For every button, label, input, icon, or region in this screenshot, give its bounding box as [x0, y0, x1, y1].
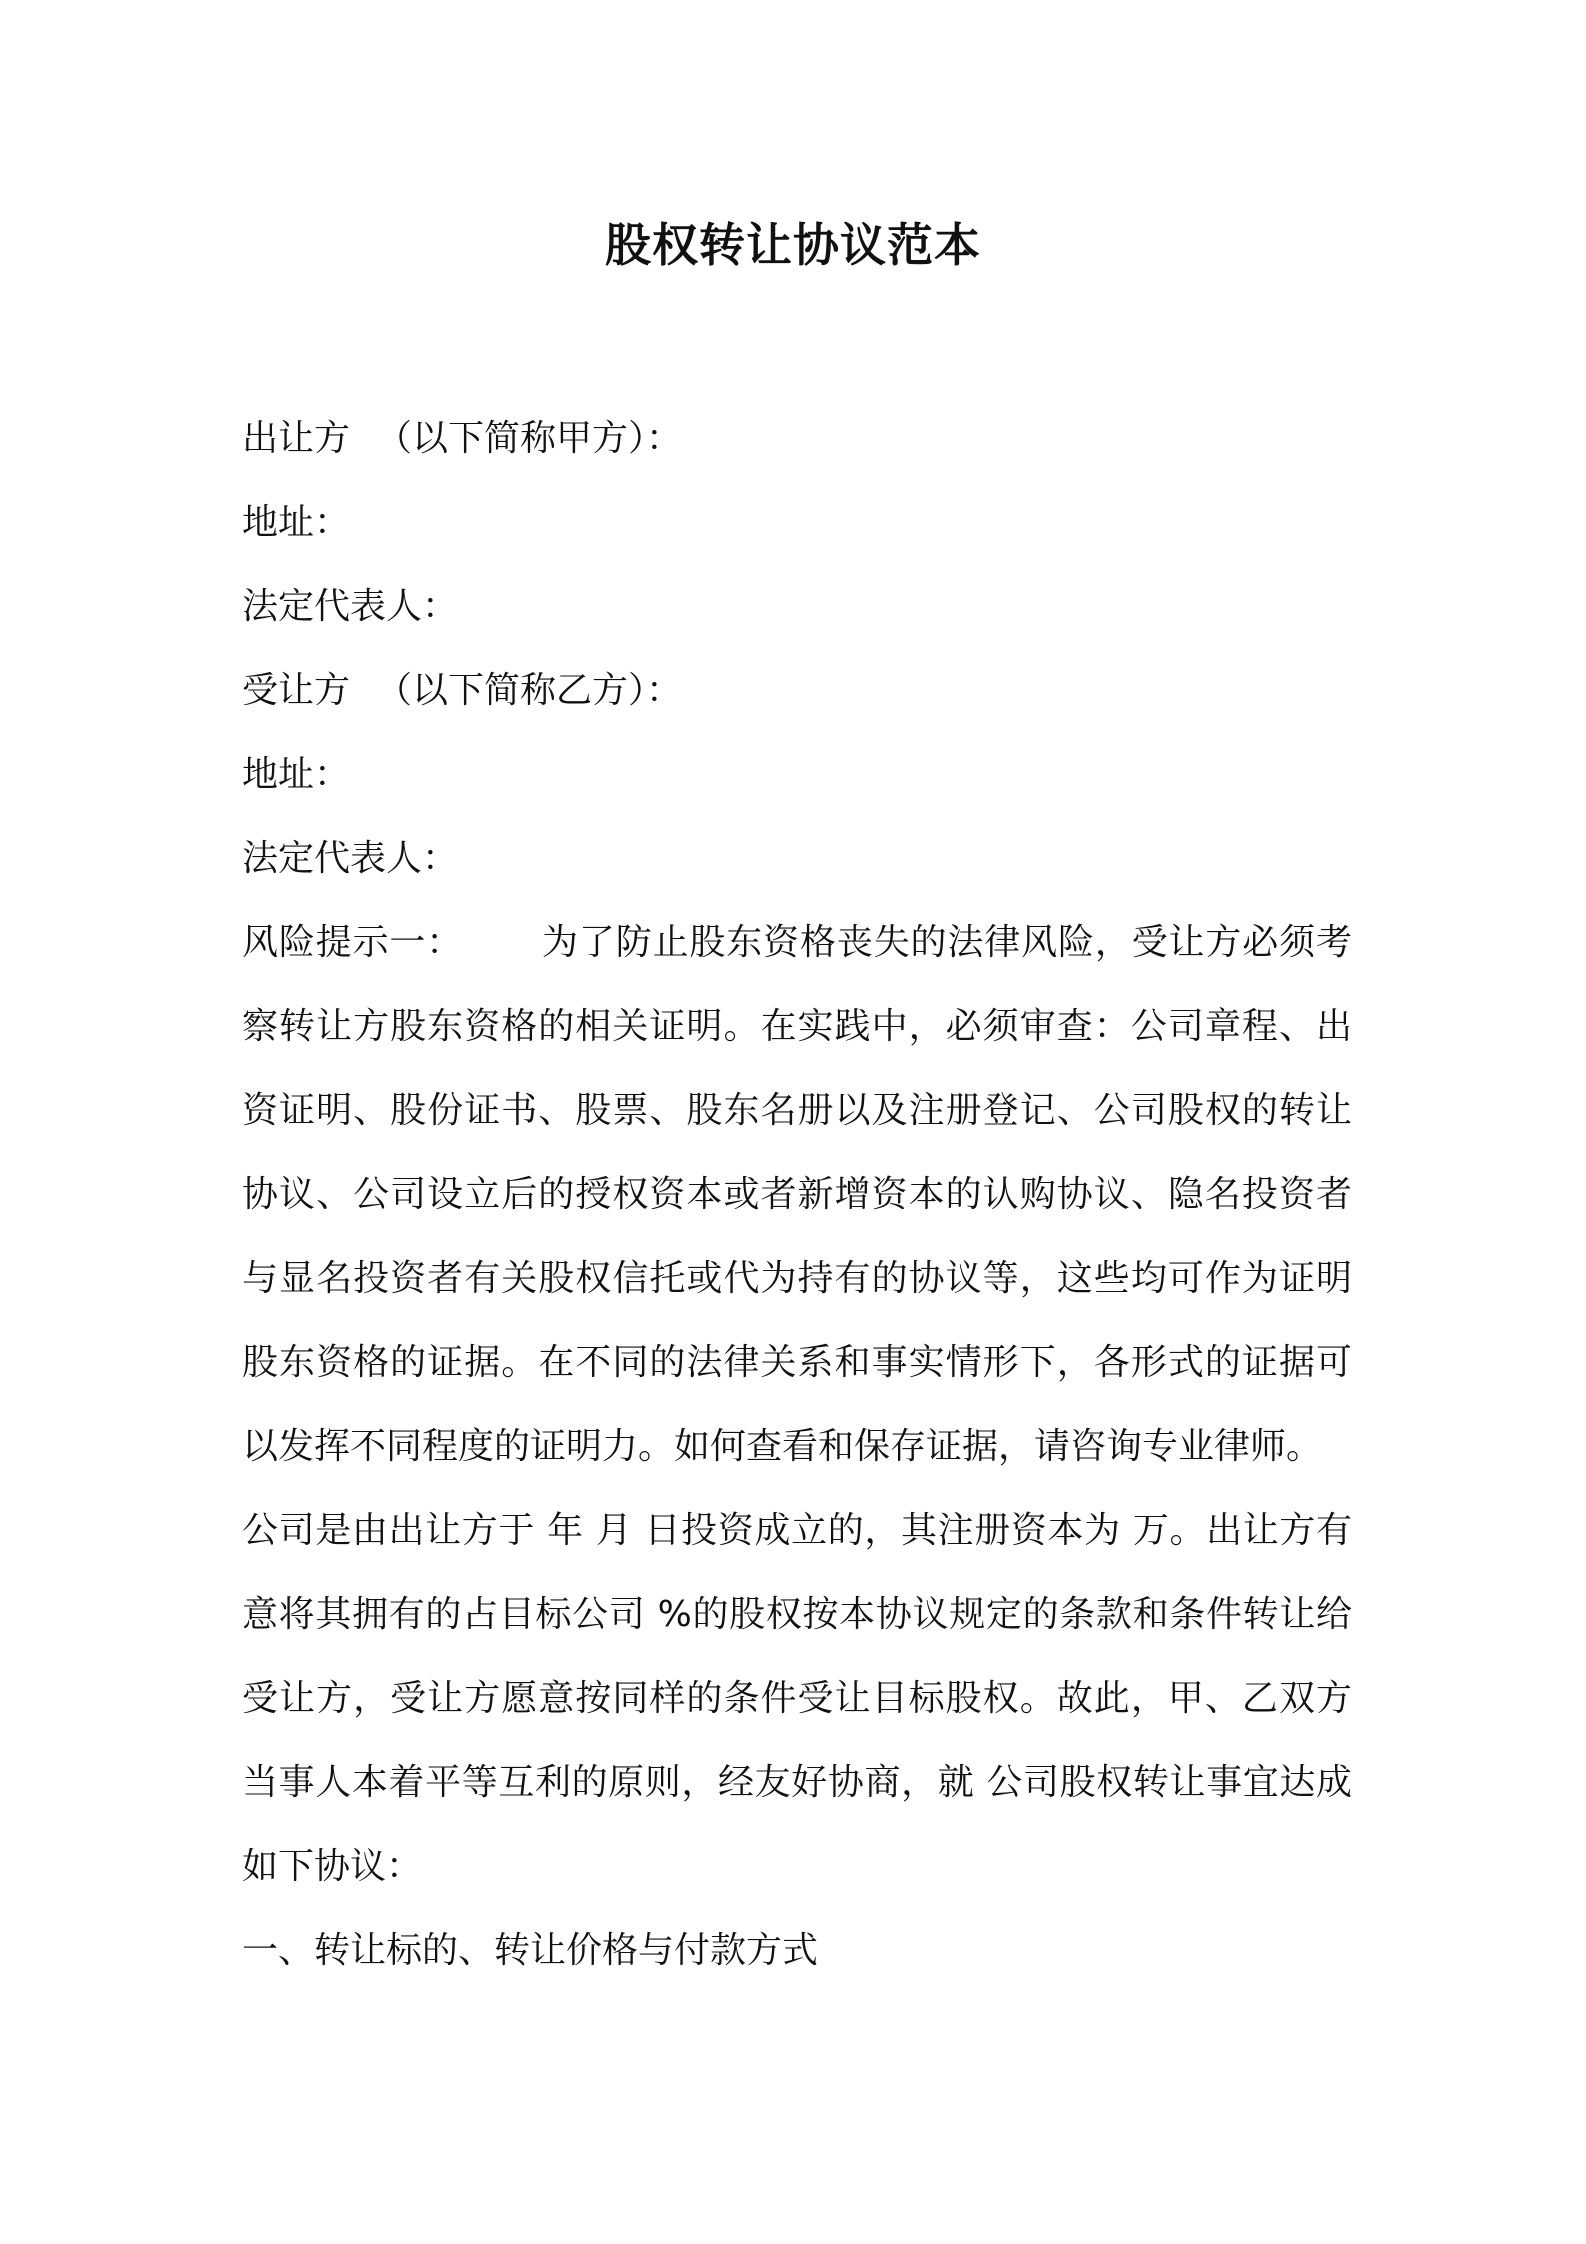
document-title: 股权转让协议范本 [605, 218, 981, 272]
transferor-representative: 法定代表人： [242, 586, 459, 627]
transferee-line [242, 649, 1352, 733]
risk-notice-paragraph [242, 901, 1352, 1489]
document-body [242, 397, 1352, 1993]
transferor-note: （以下简称甲方）： [376, 418, 683, 459]
transferor-address: 地址： [242, 502, 351, 543]
preamble-paragraph: 公司是由出让方于 年 月 日投资成立的，其注册资本为 万。出让方有意将其拥有的占目标公司 %的股权按本协议规定的条款和条件转让给受让方，受让方愿意按同样的条件受让目标股权。故此，甲、乙双方当事人本着平等互利的原则，经友好协商，就 公司股权转让事宜达成如下协议： [242, 1510, 1352, 1887]
risk-notice-text: 为了防止股东资格丧失的法律风险，受让方必须考察转让方股东资格的相关证明。在实践中，必须审查：公司章程、出资证明、股份证书、股票、股东名册以及注册登记、公司股权的转让协议、公司设立后的授权资本或者新增资本的认购协议、隐名投资者与显名投资者有关股权信托或代为持有的协议等，这些均可作为证明股东资格的证据。在不同的法律关系和事实情形下，各形式的证据可以发挥不同程度的证明力。如何查看和保存证据，请咨询专业律师。 [242, 922, 1352, 1467]
risk-notice-label: 风险提示一： [242, 922, 464, 963]
transferee-note: （以下简称乙方）： [376, 670, 683, 711]
transferee-representative: 法定代表人： [242, 838, 459, 879]
section-heading-1: 一、转让标的、转让价格与付款方式 [242, 1930, 819, 1971]
transferee-address: 地址： [242, 754, 351, 795]
transferee-label: 受让方 [242, 670, 351, 711]
transferor-line [242, 397, 1352, 481]
transferor-label: 出让方 [242, 418, 351, 459]
